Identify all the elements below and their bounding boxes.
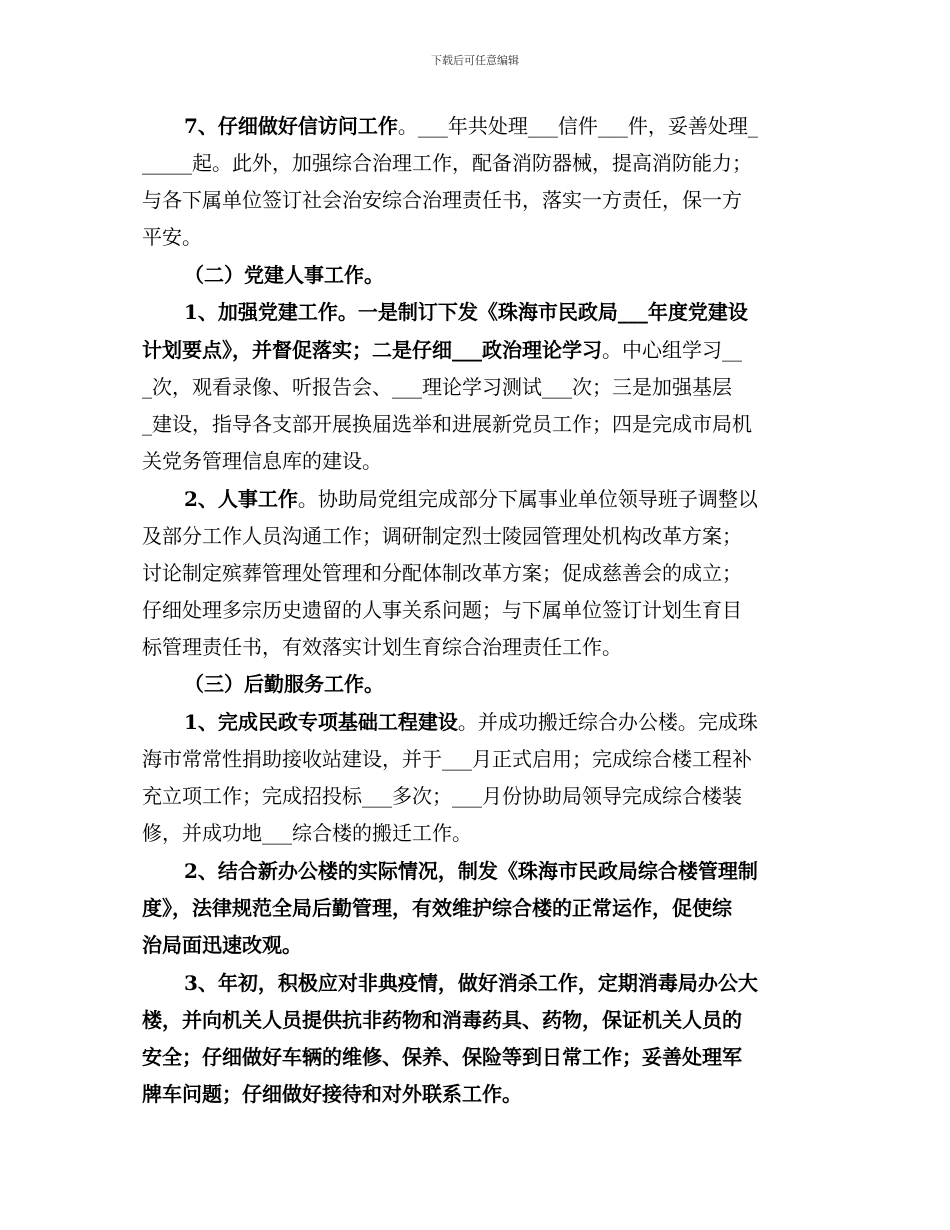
text-line: 及部分工作人员沟通工作；调研制定烈士陵园管理处机构改革方案；: [142, 524, 742, 548]
text-line: 3、年初，积极应对非典疫情，做好消杀工作，定期消毒局办公大: [184, 971, 758, 995]
text-bold: 7、仔细做好信访问工作: [184, 114, 398, 138]
text-line: [184, 113, 758, 139]
text-line: [184, 486, 758, 512]
text-line: 度》，法律规范全局后勤管理，有效维护综合楼的正常运作，促使综: [142, 896, 732, 920]
text-line: _次，观看录像、听报告会、___理论学习测试___次；三是加强基层: [142, 375, 732, 399]
section-heading: （三）后勤服务工作。: [184, 672, 384, 696]
text-line: 讨论制定殡葬管理处管理和分配体制改革方案；促成慈善会的成立；: [142, 561, 742, 585]
text-line: [142, 337, 742, 363]
text-line: 充立项工作；完成招投标___多次；___月份协助局领导完成综合楼装: [142, 784, 742, 808]
text-line: 海市常常性捐助接收站建设，并于___月正式启用；完成综合楼工程补: [142, 747, 752, 771]
text-line: 平安。: [142, 225, 202, 249]
text-line: 牌车问题；仔细做好接待和对外联系工作。: [142, 1082, 522, 1106]
text-bold: 2、人事工作: [184, 487, 298, 511]
text-bold: 1、完成民政专项基础工程建设: [184, 710, 458, 734]
text-line: 楼，并向机关人员提供抗非药物和消毒药具、药物，保证机关人员的: [142, 1008, 742, 1032]
text-line: _____起。此外，加强综合治理工作，配备消防器械，提高消防能力；: [142, 151, 752, 175]
text-normal: 。并成功搬迁综合办公楼。完成珠: [457, 710, 758, 734]
text-line: 治局面迅速改观。: [142, 933, 302, 957]
text-line: 修，并成功地___综合楼的搬迁工作。: [142, 821, 472, 845]
text-line: 安全；仔细做好车辆的维修、保养、保险等到日常工作；妥善处理军: [142, 1045, 742, 1069]
text-line: 关党务管理信息库的建设。: [142, 449, 382, 473]
text-line: 仔细处理多宗历史遗留的人事关系问题；与下属单位签订计划生育目: [142, 598, 742, 622]
text-normal: 。协助局党组完成部分下属事业单位领导班子调整以: [297, 487, 758, 511]
page-header: 下载后可任意编辑: [431, 54, 519, 67]
text-line: 2、结合新办公楼的实际情况，制发《珠海市民政局综合楼管理制: [184, 859, 758, 883]
text-line: 1、加强党建工作。一是制订下发《珠海市民政局___年度党建设: [184, 300, 748, 324]
text-bold: 计划要点》，并督促落实；二是仔细___政治理论学习: [142, 338, 602, 362]
text-line: 与各下属单位签订社会治安综合治理责任书，落实一方责任，保一方: [142, 188, 742, 212]
text-normal: 。___年共处理___信件___件，妥善处理_: [397, 114, 758, 138]
text-normal: 。中心组学习__: [602, 338, 742, 362]
text-line: 标管理责任书，有效落实计划生育综合治理责任工作。: [142, 635, 622, 659]
text-line: _建设，指导各支部开展换届选举和进展新党员工作；四是完成市局机: [142, 412, 752, 436]
section-heading: （二）党建人事工作。: [184, 263, 384, 287]
text-line: [184, 709, 758, 735]
